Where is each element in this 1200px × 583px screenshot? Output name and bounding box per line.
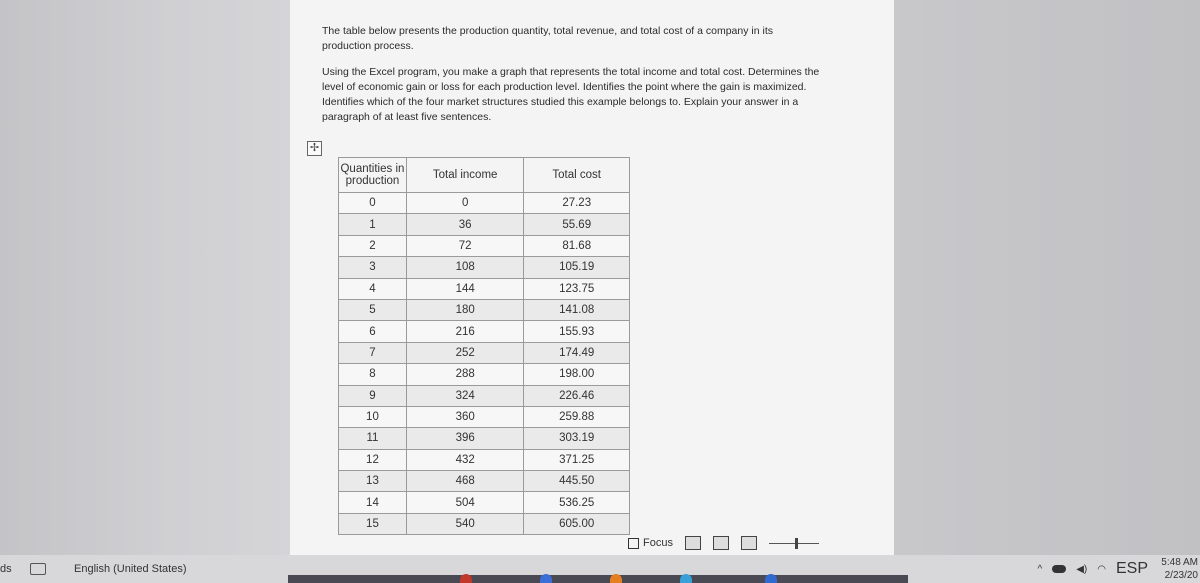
table-row <box>339 471 630 492</box>
cell-quantity: 8 <box>339 364 407 385</box>
cell-quantity: 10 <box>339 406 407 427</box>
cell-total-income: 0 <box>406 193 524 214</box>
table-row <box>339 492 630 513</box>
table-row <box>339 342 630 363</box>
cell-total-income: 144 <box>406 278 524 299</box>
clock-time: 5:48 AM <box>1161 557 1198 568</box>
language-indicator[interactable]: English (United States) <box>74 563 187 575</box>
cell-total-cost: 81.68 <box>524 235 630 256</box>
cell-total-cost: 605.00 <box>524 513 630 534</box>
table-move-icon[interactable]: ✢ <box>307 141 322 156</box>
paragraph-instructions: Using the Excel program, you make a graph that represents the total income and total cost. Determines the level of economic gain or loss for each production level. Identifies the point where the gain is maximized. Identifies which of the four market structures studied this example belongs to. Explain your answer in a paragraph of at least five sentences. <box>322 66 820 123</box>
cell-total-income: 396 <box>406 428 524 449</box>
cloud-icon[interactable] <box>1052 565 1066 573</box>
table-row <box>339 235 630 256</box>
cell-total-cost: 198.00 <box>524 364 630 385</box>
cell-total-cost: 536.25 <box>524 492 630 513</box>
document-page <box>290 0 894 555</box>
table-row <box>339 214 630 235</box>
header-total-cost: Total cost <box>524 158 630 193</box>
web-layout-icon[interactable] <box>741 536 757 550</box>
desktop-background-right <box>894 0 1200 555</box>
cell-total-cost: 174.49 <box>524 342 630 363</box>
cell-quantity: 13 <box>339 471 407 492</box>
taskbar-app-icon[interactable] <box>540 574 552 583</box>
table-row <box>339 385 630 406</box>
cell-total-income: 468 <box>406 471 524 492</box>
cell-total-income: 252 <box>406 342 524 363</box>
focus-icon <box>628 538 639 549</box>
cell-total-cost: 371.25 <box>524 449 630 470</box>
table-row <box>339 406 630 427</box>
paragraph-intro: The table below presents the production quantity, total revenue, and total cost of a company in its production process. <box>322 25 773 52</box>
cell-total-cost: 155.93 <box>524 321 630 342</box>
taskbar-app-icon[interactable] <box>610 574 622 583</box>
cell-total-income: 324 <box>406 385 524 406</box>
table-row <box>339 449 630 470</box>
taskbar-app-icon[interactable] <box>460 574 472 583</box>
desktop-background-left <box>0 0 290 555</box>
taskbar-word-icon[interactable] <box>765 574 777 583</box>
volume-icon[interactable]: ◀) <box>1076 563 1088 575</box>
cell-quantity: 5 <box>339 299 407 320</box>
cell-quantity: 15 <box>339 513 407 534</box>
cell-total-income: 216 <box>406 321 524 342</box>
wifi-icon[interactable]: ◠ <box>1097 563 1106 575</box>
table-row <box>339 321 630 342</box>
cell-quantity: 0 <box>339 193 407 214</box>
cell-quantity: 12 <box>339 449 407 470</box>
cell-total-cost: 141.08 <box>524 299 630 320</box>
cell-total-cost: 123.75 <box>524 278 630 299</box>
cell-total-income: 360 <box>406 406 524 427</box>
table-row <box>339 428 630 449</box>
table-row <box>339 299 630 320</box>
cell-total-income: 180 <box>406 299 524 320</box>
data-table <box>338 157 630 535</box>
cell-quantity: 11 <box>339 428 407 449</box>
cell-quantity: 3 <box>339 257 407 278</box>
cell-quantity: 6 <box>339 321 407 342</box>
focus-button[interactable] <box>628 537 673 549</box>
table-row <box>339 364 630 385</box>
taskbar-app-icon[interactable] <box>680 574 692 583</box>
input-language[interactable]: ESP <box>1115 560 1148 577</box>
cell-quantity: 9 <box>339 385 407 406</box>
view-controls <box>628 536 819 550</box>
cell-total-income: 108 <box>406 257 524 278</box>
header-total-income: Total income <box>406 158 524 193</box>
cell-quantity: 4 <box>339 278 407 299</box>
print-layout-icon[interactable] <box>713 536 729 550</box>
cell-total-income: 72 <box>406 235 524 256</box>
taskbar <box>288 575 908 583</box>
zoom-slider[interactable] <box>769 543 819 544</box>
cell-quantity: 2 <box>339 235 407 256</box>
table-row <box>339 257 630 278</box>
cell-quantity: 7 <box>339 342 407 363</box>
cell-total-cost: 303.19 <box>524 428 630 449</box>
cell-total-income: 504 <box>406 492 524 513</box>
cell-total-cost: 226.46 <box>524 385 630 406</box>
status-fragment: ds <box>0 563 12 575</box>
zoom-thumb[interactable] <box>795 538 798 549</box>
table-row <box>339 193 630 214</box>
read-mode-icon[interactable] <box>685 536 701 550</box>
header-quantities: Quantities in production <box>339 158 407 193</box>
cell-total-cost: 27.23 <box>524 193 630 214</box>
cell-total-income: 288 <box>406 364 524 385</box>
cell-total-income: 36 <box>406 214 524 235</box>
cell-quantity: 14 <box>339 492 407 513</box>
cell-total-cost: 445.50 <box>524 471 630 492</box>
table-row <box>339 513 630 534</box>
system-tray <box>1038 555 1200 583</box>
proofing-book-icon[interactable] <box>30 563 46 575</box>
cell-quantity: 1 <box>339 214 407 235</box>
focus-label: Focus <box>643 537 673 549</box>
cell-total-cost: 259.88 <box>524 406 630 427</box>
table-row <box>339 278 630 299</box>
cell-total-cost: 105.19 <box>524 257 630 278</box>
cell-total-income: 432 <box>406 449 524 470</box>
chevron-up-icon[interactable]: ^ <box>1037 563 1043 575</box>
clock-date: 2/23/20 <box>1164 570 1198 581</box>
table-body <box>339 193 630 535</box>
clock[interactable] <box>1158 556 1198 582</box>
cell-total-cost: 55.69 <box>524 214 630 235</box>
cell-total-income: 540 <box>406 513 524 534</box>
